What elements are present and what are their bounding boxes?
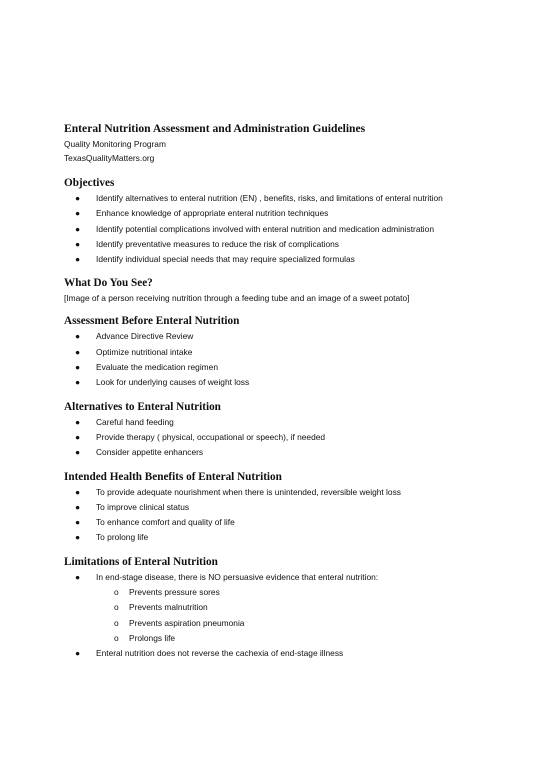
limitations-list xyxy=(64,570,504,662)
bullet-icon: ● xyxy=(75,223,81,234)
bullet-icon: ● xyxy=(75,362,81,373)
list-item-text: Look for underlying causes of weight loss xyxy=(96,377,250,388)
bullet-icon: ● xyxy=(75,254,81,265)
list-item-text: Optimize nutritional intake xyxy=(96,346,193,357)
list-item xyxy=(64,191,504,206)
list-item xyxy=(64,206,504,221)
sub-list-item xyxy=(96,585,504,600)
bullet-icon: ● xyxy=(75,331,81,342)
bullet-icon: ● xyxy=(75,532,81,543)
list-item xyxy=(64,445,504,460)
bullet-icon: ● xyxy=(75,208,81,219)
list-item-text: To enhance comfort and quality of life xyxy=(96,517,235,528)
sub-list-item-text: Prolongs life xyxy=(129,632,176,643)
bullet-icon: ● xyxy=(75,193,81,203)
list-item-text: Provide therapy ( physical, occupational or speech), if needed xyxy=(96,431,326,442)
section-heading-benefits: Intended Health Benefits of Enteral Nutrition xyxy=(64,470,282,483)
list-item xyxy=(64,570,504,646)
bullet-icon: ● xyxy=(75,648,81,659)
website-text: TexasQualityMatters.org xyxy=(64,153,155,163)
sub-bullet-icon: o xyxy=(114,587,119,598)
section-heading-objectives: Objectives xyxy=(64,177,115,189)
list-item-text: Enhance knowledge of appropriate enteral nutrition techniques xyxy=(96,208,329,219)
sub-bullet-icon: o xyxy=(114,617,119,628)
list-item xyxy=(64,485,504,500)
objectives-list xyxy=(64,191,504,267)
section-benefits xyxy=(64,470,504,546)
list-item xyxy=(64,415,504,430)
list-item-text: Identify individual special needs that may require specialized formulas xyxy=(96,254,355,265)
sub-list-item-text: Prevents aspiration pneumonia xyxy=(129,617,245,628)
section-heading-limitations: Limitations of Enteral Nutrition xyxy=(64,555,218,568)
list-item xyxy=(64,252,504,267)
list-item-text: Enteral nutrition does not reverse the cachexia of end-stage illness xyxy=(96,648,344,659)
list-item-text: In end-stage disease, there is NO persuasive evidence that enteral nutrition: xyxy=(96,571,379,582)
sub-list-item xyxy=(96,600,504,615)
document-body xyxy=(64,121,504,662)
list-item-text: Evaluate the medication regimen xyxy=(96,362,218,373)
sub-bullet-icon: o xyxy=(114,632,119,643)
bullet-icon: ● xyxy=(75,346,81,357)
list-item-text: Identify potential complications involved with enteral nutrition and medication administration xyxy=(96,223,434,234)
bullet-icon: ● xyxy=(75,431,81,442)
benefits-list xyxy=(64,485,504,546)
list-item xyxy=(64,222,504,237)
list-item xyxy=(64,345,504,360)
sub-list-item-text: Prevents malnutrition xyxy=(129,602,208,613)
list-item xyxy=(64,500,504,515)
list-item-text: Identify preventative measures to reduce the risk of complications xyxy=(96,238,339,249)
assessment-list xyxy=(64,329,504,390)
list-item-text: Advance Directive Review xyxy=(96,331,194,342)
list-item-text: To improve clinical status xyxy=(96,501,190,512)
bullet-icon: ● xyxy=(75,571,81,582)
sub-list-item-text: Prevents pressure sores xyxy=(129,587,220,598)
image-description-text: [Image of a person receiving nutrition through a feeding tube and an image of a sweet potato] xyxy=(64,293,410,304)
bullet-icon: ● xyxy=(75,501,81,512)
section-limitations xyxy=(64,555,504,662)
section-heading-what-do-you-see: What Do You See? xyxy=(64,277,153,290)
list-item xyxy=(64,375,504,390)
list-item-text: Identify alternatives to enteral nutrition (EN) , benefits, risks, and limitations of enteral nutrition xyxy=(96,193,443,203)
list-item-text: To provide adequate nourishment when there is unintended, reversible weight loss xyxy=(96,486,401,497)
list-item-text: Consider appetite enhancers xyxy=(96,447,204,458)
list-item xyxy=(64,515,504,530)
sub-list-item xyxy=(96,631,504,646)
program-name: Quality Monitoring Program xyxy=(64,139,166,149)
bullet-icon: ● xyxy=(75,517,81,528)
list-item xyxy=(64,329,504,344)
list-item xyxy=(64,530,504,545)
list-item xyxy=(64,237,504,252)
section-what-do-you-see xyxy=(64,276,504,305)
section-heading-assessment: Assessment Before Enteral Nutrition xyxy=(64,315,240,328)
bullet-icon: ● xyxy=(75,447,81,458)
sub-list-item xyxy=(96,616,504,631)
bullet-icon: ● xyxy=(75,238,81,249)
section-heading-alternatives: Alternatives to Enteral Nutrition xyxy=(64,400,221,413)
section-objectives xyxy=(64,176,504,267)
list-item-text: To prolong life xyxy=(96,532,149,543)
list-item-text: Careful hand feeding xyxy=(96,416,174,427)
list-item xyxy=(64,430,504,445)
section-alternatives xyxy=(64,400,504,461)
list-item xyxy=(64,646,504,661)
limitations-sub-list xyxy=(96,585,504,646)
alternatives-list xyxy=(64,415,504,461)
section-assessment xyxy=(64,314,504,390)
sub-bullet-icon: o xyxy=(114,602,119,613)
list-item xyxy=(64,360,504,375)
bullet-icon: ● xyxy=(75,486,81,497)
document-title: Enteral Nutrition Assessment and Administration Guidelines xyxy=(64,122,366,135)
bullet-icon: ● xyxy=(75,377,81,388)
bullet-icon: ● xyxy=(75,416,81,427)
